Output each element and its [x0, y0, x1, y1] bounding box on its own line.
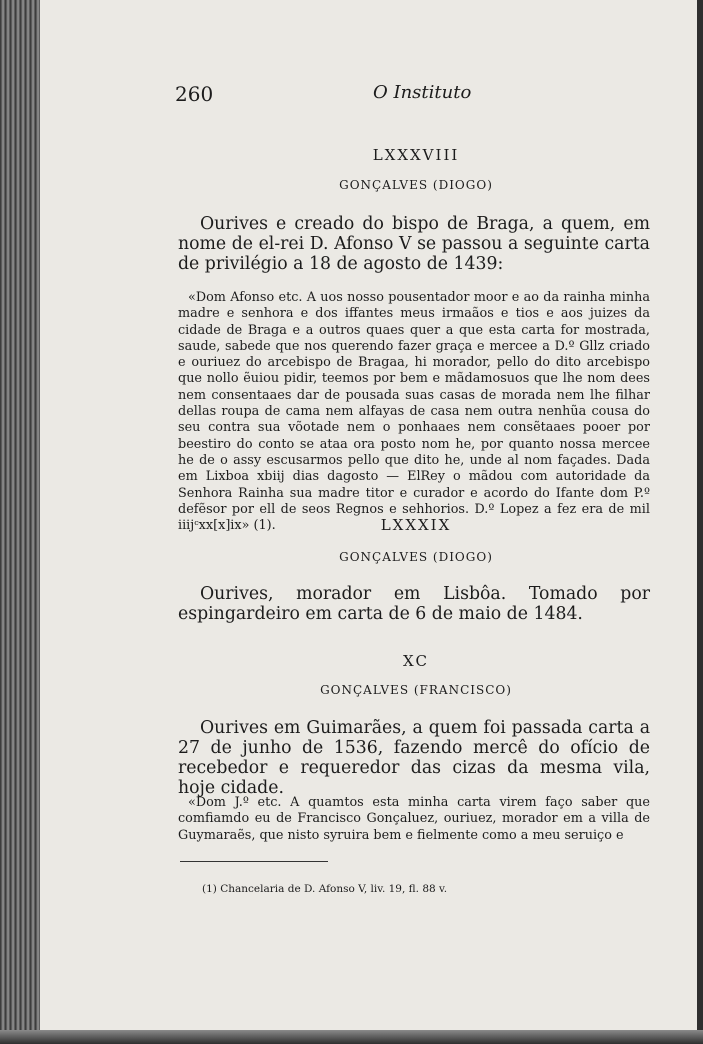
book-edge-right: [697, 0, 703, 1044]
book-edge-bottom: [0, 1030, 703, 1044]
book-edge-left: [0, 0, 40, 1044]
footnote: (1) Chancelaria de D. Afonso V, liv. 19, fl. 88 v.: [202, 883, 448, 895]
entry-document-lxxxviii: «Dom Afonso etc. A uos nosso pousentador moor e ao da rainha minha madre e senhora e dos iffantes meus irmaãos e tios e aos juizes da cidade de Braga e a outros quaes quer a que esta carta for mostrada, saude, sabede que nos querendo fazer graça e mercee a D.º Gllz criado e ouriuez do arcebispo de Bragaa, hi morador, pello do dito arcebispo que nollo ẽuiou pidir, teemos por bem e mãdamosuos que lhe nom dees nem consentaaes dar de pousada suas casas de morada nem lhe filhar dellas roupa de cama nem alfayas de casa nem outra nenhũa cousa do seu contra sua võotade nem o ponhaaes nem consẽtaaes pooer por beestiro do conto se ataa ora posto nom he, por quanto nossa mercee he de o assy escusarmos pello que dito he, unde al nom façades. Dada em Lixboa xbiij dias dagosto — ElRey o mãdou com autoridade da Senhora Rainha sua madre titor e curador e acordo do Ifante dom P.º defẽsor por ell de seos Regnos e sehhorios. D.º Lopez a fez era de mil iiijᶜxx[x]ix» (1).: [178, 290, 650, 534]
entry-document-xc: «Dom J.º etc. A quamtos esta minha carta virem faço saber que comfiamdo eu de Francisco Gonçaluez, ouriuez, morador em a villa de Guymaraẽs, que nisto syruira bem e fielmente como a meu seruiço e: [178, 795, 650, 843]
entry-summary-xc: Ourives em Guimarães, a quem foi passada carta a 27 de junho de 1536, fazendo mercê do ofício de recebedor e requeredor das cizas da mesma vila, hoje cidade.: [178, 718, 650, 798]
entry-summary-lxxxix: Ourives, morador em Lisbôa. Tomado por espingardeiro em carta de 6 de maio de 1484.: [178, 584, 650, 624]
entry-numeral-lxxxviii: LXXXVIII: [372, 146, 460, 164]
entry-summary-lxxxviii: Ourives e creado do bispo de Braga, a quem, em nome de el-rei D. Afonso V se passou a seguinte carta de privilégio a 18 de agosto de 1439:: [178, 214, 650, 274]
entry-name-diogo-2: GONÇALVES (DIOGO): [339, 550, 493, 564]
entry-numeral-lxxxix: LXXXIX: [380, 516, 452, 534]
footnote-rule: [180, 861, 328, 862]
entry-numeral-xc: XC: [403, 652, 429, 670]
running-title: O Instituto: [373, 82, 472, 103]
entry-name-diogo-1: GONÇALVES (DIOGO): [339, 178, 493, 192]
page-number: 260: [175, 82, 214, 106]
entry-name-francisco: GONÇALVES (FRANCISCO): [320, 683, 512, 697]
